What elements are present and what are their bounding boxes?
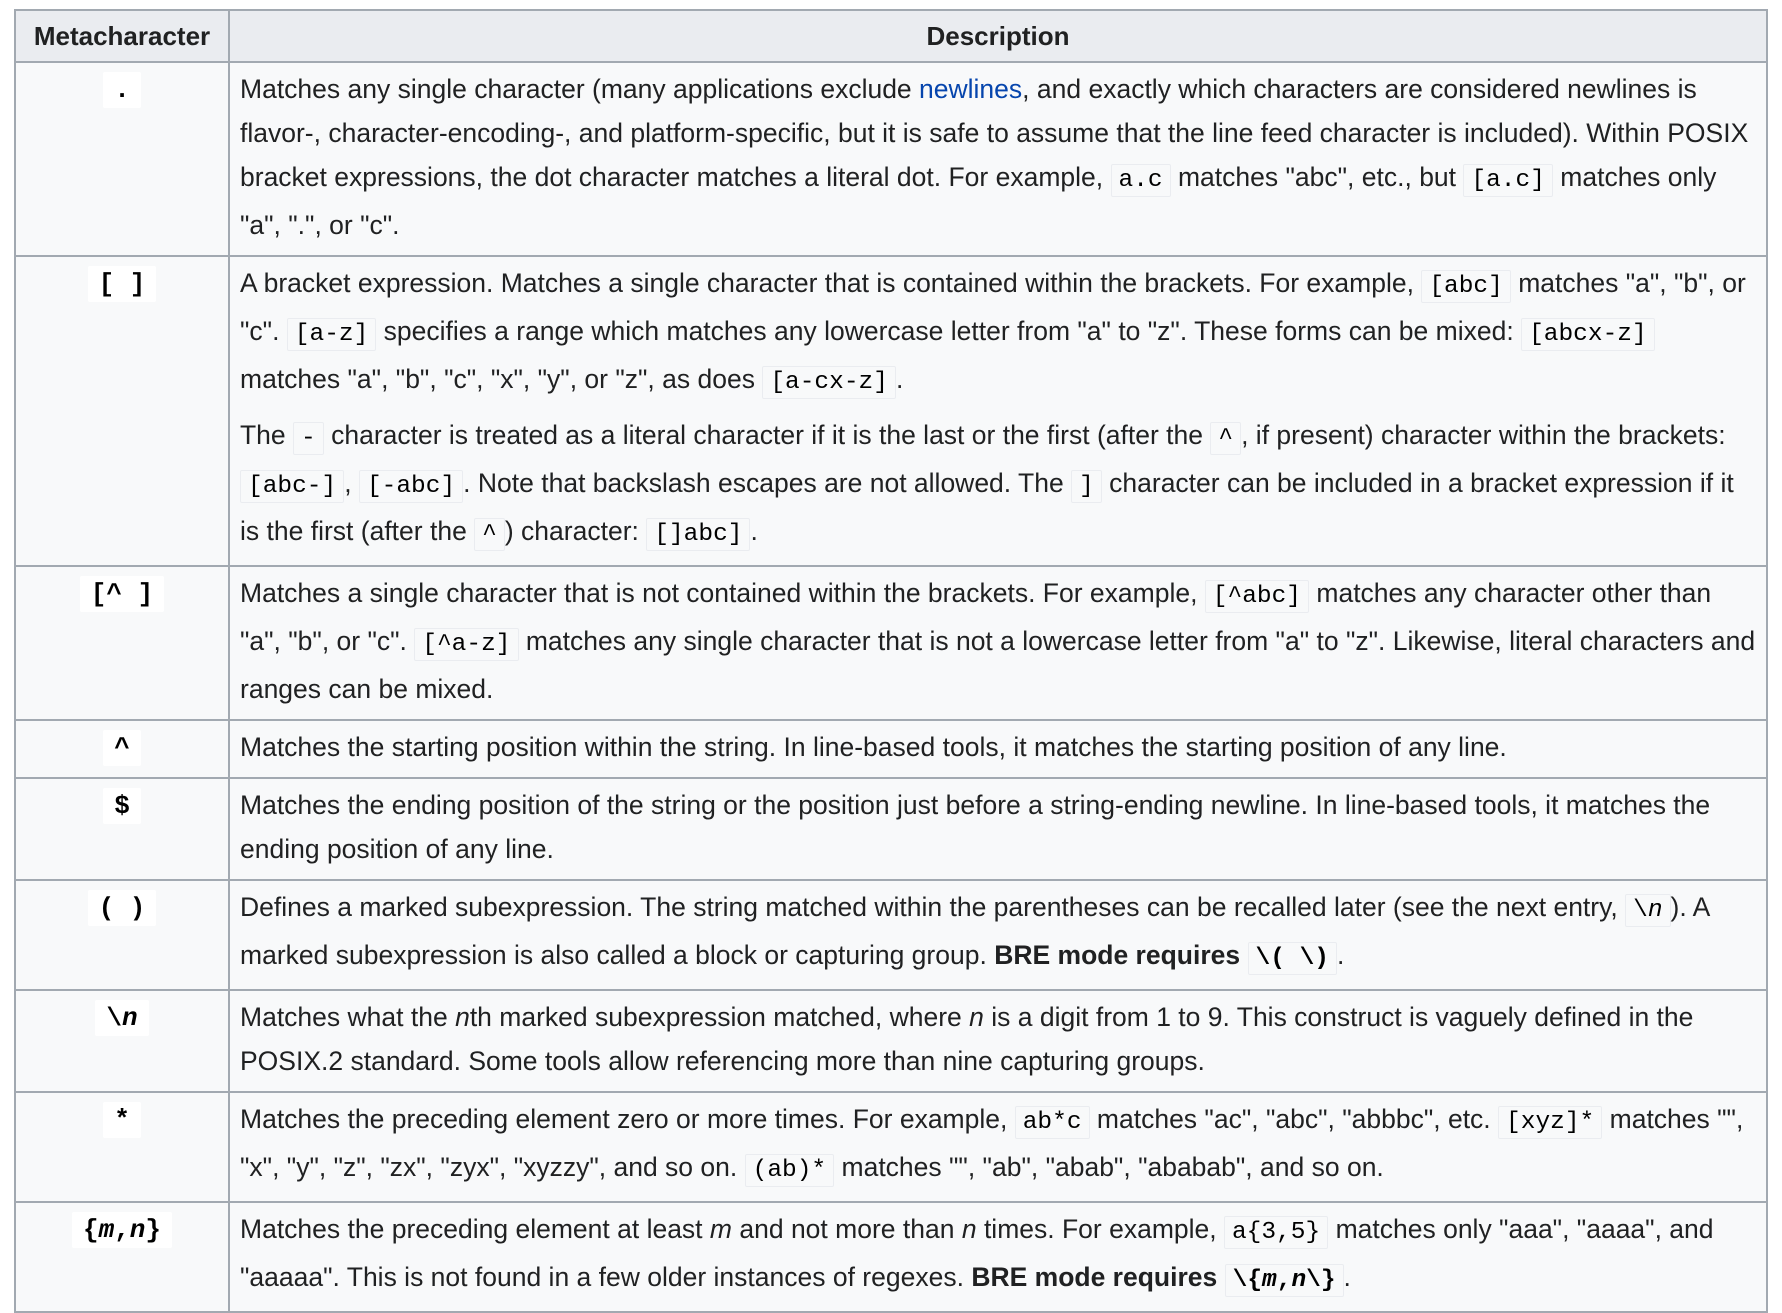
code-example: [abcx-z] xyxy=(1521,318,1655,351)
code-part: , xyxy=(114,1215,130,1245)
code-example: [a-z] xyxy=(287,318,377,351)
table-row xyxy=(15,720,1767,778)
table-row xyxy=(15,880,1767,990)
description-cell xyxy=(229,990,1767,1092)
desc-paragraph xyxy=(240,261,1756,405)
description-cell xyxy=(229,778,1767,880)
desc-text: , xyxy=(344,468,359,498)
metachar-cell xyxy=(15,880,229,990)
desc-text: . xyxy=(1343,1262,1351,1292)
desc-text: , if present) character within the brackets: xyxy=(1241,420,1726,450)
variable-text: n xyxy=(969,1002,984,1032)
desc-text: . xyxy=(1337,940,1345,970)
desc-text xyxy=(1217,1262,1224,1292)
desc-text: Defines a marked subexpression. The string matched within the parentheses can be recalled later (see the next entry, xyxy=(240,892,1626,922)
code-example: [a.c] xyxy=(1463,164,1553,197)
code-example xyxy=(1625,894,1670,927)
variable-text: n xyxy=(455,1002,470,1032)
metacharacter-table xyxy=(14,9,1768,1313)
code-variable: n xyxy=(129,1215,146,1245)
desc-text: matches "", "ab", "abab", "ababab", and so on. xyxy=(834,1152,1384,1182)
desc-text: matches "", "x", "y", "z", "zx", "zyx", "xyzzy", and so on. xyxy=(240,1104,1744,1182)
description-cell xyxy=(229,1092,1767,1202)
code-part: , xyxy=(1276,1267,1292,1294)
code-variable: m xyxy=(1262,1267,1277,1294)
code-example: [-abc] xyxy=(359,470,463,503)
desc-text: Matches what the xyxy=(240,1002,456,1032)
code-variable: n xyxy=(1291,1267,1307,1294)
code-example: ab*c xyxy=(1015,1106,1090,1139)
metachar-cell xyxy=(15,1202,229,1312)
description-cell xyxy=(229,720,1767,778)
desc-text: A bracket expression. Matches a single character that is contained within the brackets. For example, xyxy=(240,268,1422,298)
code-example: [^abc] xyxy=(1205,580,1309,613)
code-example xyxy=(1225,1264,1344,1297)
code-variable: n xyxy=(1647,897,1663,924)
desc-text: ). A marked subexpression is also called a block or capturing group. xyxy=(240,892,1709,970)
description-cell xyxy=(229,62,1767,256)
desc-text: Matches the preceding element at least xyxy=(240,1214,710,1244)
metachar-dollar: $ xyxy=(103,788,141,824)
desc-text: matches "a", "b", "c", "x", "y", or "z", as does xyxy=(240,364,763,394)
variable-text: m xyxy=(709,1214,732,1244)
desc-text: matches only "a", ".", or "c". xyxy=(240,162,1717,240)
description-cell xyxy=(229,1202,1767,1312)
desc-text: . xyxy=(895,364,904,394)
code-part: \ xyxy=(1633,897,1648,924)
metachar-cell xyxy=(15,778,229,880)
code-example: a.c xyxy=(1111,164,1171,197)
desc-text: The xyxy=(240,420,294,450)
code-variable: n xyxy=(122,1003,138,1033)
variable-text: n xyxy=(961,1214,977,1244)
table-header-row xyxy=(15,10,1767,62)
code-variable: m xyxy=(98,1215,115,1245)
metachar-negated-bracket: [^ ] xyxy=(80,576,164,612)
code-part: { xyxy=(82,1215,99,1245)
table-row xyxy=(15,1202,1767,1312)
desc-text: matches "a", "b", or "c". xyxy=(240,268,1746,346)
metachar-backreference xyxy=(95,1000,148,1036)
desc-paragraph xyxy=(240,413,1756,557)
code-example: [xyz]* xyxy=(1498,1106,1602,1139)
description-cell xyxy=(229,880,1767,990)
code-example: a{3,5} xyxy=(1224,1216,1328,1249)
metachar-cell xyxy=(15,566,229,720)
desc-text: Matches the starting position within the string. In line-based tools, it matches the starting position of any line. xyxy=(240,732,1507,762)
desc-text: . xyxy=(750,516,758,546)
desc-text: specifies a range which matches any lowercase letter from "a" to "z". These forms can be mixed: xyxy=(376,316,1522,346)
table-row xyxy=(15,990,1767,1092)
desc-text xyxy=(1240,940,1247,970)
desc-text: . Note that backslash escapes are not allowed. The xyxy=(463,468,1072,498)
metachar-dot: . xyxy=(103,72,141,108)
desc-text: , and exactly which characters are considered newlines is flavor-, character-encoding-, and platform-specific, but it is safe to assume that the line feed character is included). Within POSIX bracket expressions, the dot character matches a literal dot. For example, xyxy=(240,74,1749,192)
header-metacharacter[interactable]: Metacharacter xyxy=(15,10,229,62)
description-cell xyxy=(229,256,1767,566)
code-example: [a-cx-z] xyxy=(762,366,896,399)
code-example: [abc] xyxy=(1421,270,1511,303)
code-part: \ xyxy=(106,1003,122,1033)
metachar-caret: ^ xyxy=(103,730,141,766)
table-row xyxy=(15,256,1767,566)
desc-text: th marked subexpression matched, where xyxy=(469,1002,970,1032)
desc-text: character can be included in a bracket expression if it is the first (after the xyxy=(240,468,1734,546)
metachar-cell xyxy=(15,62,229,256)
desc-text: Matches the preceding element zero or more times. For example, xyxy=(240,1104,1015,1134)
desc-text: is a digit from 1 to 9. This construct is vaguely defined in the POSIX.2 standard. Some tools allow referencing more than nine capturing groups. xyxy=(240,1002,1694,1076)
desc-text: matches "abc", etc., but xyxy=(1170,162,1464,192)
table-row xyxy=(15,566,1767,720)
metachar-cell xyxy=(15,1092,229,1202)
newlines-link[interactable]: newlines xyxy=(919,74,1023,104)
desc-text: ) character: xyxy=(504,516,647,546)
desc-text: Matches a single character that is not contained within the brackets. For example, xyxy=(240,578,1205,608)
desc-text: character is treated as a literal character if it is the last or the first (after the xyxy=(323,420,1211,450)
metachar-parentheses: ( ) xyxy=(88,890,157,926)
desc-text: matches any character other than "a", "b", or "c". xyxy=(240,578,1712,656)
code-example: - xyxy=(293,422,324,455)
metachar-cell xyxy=(15,256,229,566)
desc-text: Matches the ending position of the string or the position just before a string-ending newline. In line-based tools, it matches the ending position of any line. xyxy=(240,790,1711,864)
description-cell xyxy=(229,566,1767,720)
table-row xyxy=(15,62,1767,256)
metachar-cell xyxy=(15,990,229,1092)
code-example: ^ xyxy=(474,518,505,551)
code-example: [^a-z] xyxy=(414,628,518,661)
desc-text: times. For example, xyxy=(976,1214,1224,1244)
metachar-bracket: [ ] xyxy=(88,266,157,302)
code-example: []abc] xyxy=(646,518,750,551)
code-part: \{ xyxy=(1232,1267,1263,1294)
desc-text: Matches any single character (many applications exclude xyxy=(240,74,920,104)
metachar-braces xyxy=(72,1212,172,1248)
table-row xyxy=(15,778,1767,880)
code-example: \( \) xyxy=(1248,942,1338,975)
bre-mode-note: BRE mode requires xyxy=(994,940,1241,970)
code-part: \} xyxy=(1306,1267,1336,1294)
code-example: [abc-] xyxy=(240,470,344,503)
metachar-star: * xyxy=(103,1102,141,1138)
desc-text: matches only "aaa", "aaaa", and "aaaaa". This is not found in a few older instances of regexes. xyxy=(240,1214,1714,1292)
bre-mode-note: BRE mode requires xyxy=(971,1262,1218,1292)
code-example: (ab)* xyxy=(745,1154,835,1187)
code-example: ^ xyxy=(1210,422,1241,455)
table-row xyxy=(15,1092,1767,1202)
code-part: } xyxy=(145,1215,162,1245)
metachar-cell xyxy=(15,720,229,778)
desc-text: matches "ac", "abc", "abbbc", etc. xyxy=(1089,1104,1499,1134)
desc-text: matches any single character that is not a lowercase letter from "a" to "z". Likewise, literal characters and ranges can be mixed. xyxy=(240,626,1756,704)
desc-text: and not more than xyxy=(732,1214,962,1244)
header-description[interactable]: Description xyxy=(229,10,1767,62)
code-example: ] xyxy=(1071,470,1102,503)
